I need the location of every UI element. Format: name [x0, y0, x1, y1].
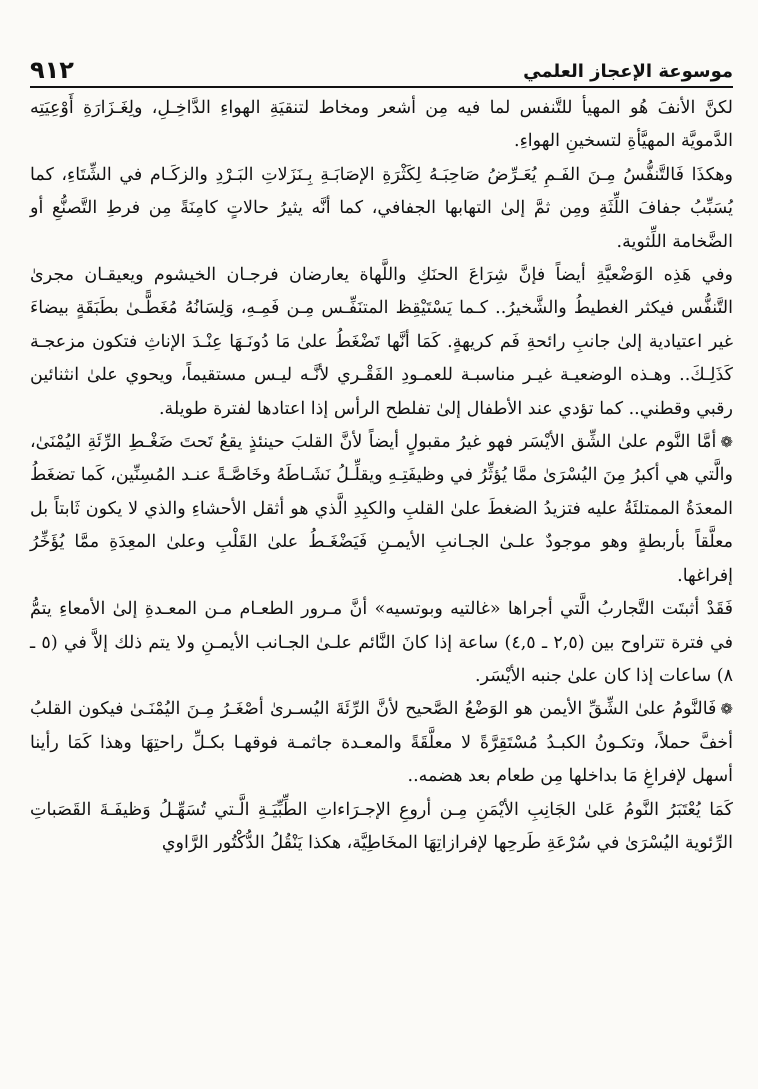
paragraph-text: لكنَّ الأنفَ هُو المهيأ للتَّنفس لما فيه مِن أشعر ومخاط لتنقيَةِ الهواءِ الدَّاخِـلِ، ولِغَـزَارَةِ أَوْعِيَتِه الدَّمويَّة المهيَّأةِ لتسخينِ الهواءِ.: [30, 98, 733, 152]
flower-ornament-icon: ❁: [720, 433, 733, 452]
flower-ornament-icon: ❁: [720, 700, 733, 719]
paragraph-text: فَقَدْ أثبتَت التَّجاربُ الَّتي أجراها «غالتيه وبوتسيه» أنَّ مـرور الطعـام مـن المعـدةِ إلىٰ الأمعاءِ يتمُّ في فترة تتراوح بين (٢,٥ ـ ٤,٥) ساعة إذا كانَ النَّائم علـىٰ الجـانب الأيمـنِ ولا يتم ذلك إلاَّ في (٥ ـ ٨) ساعات إذا كان علىٰ جنبه الأيْسَر.: [30, 599, 733, 686]
page-header: [30, 52, 733, 88]
page-body: [30, 92, 733, 860]
page-number: ٩١٢: [30, 56, 74, 84]
paragraph-text: أمَّا النَّوم علىٰ الشِّق الأيْسَر فهو غيرُ مقبولٍ أيضاً لأنَّ القلبَ حينئذٍ يقعُ تَحتَ ضَغْـطِ الرِّئَةِ اليُمْنَىٰ، والَّتي هي أكبرُ مِنَ اليُسْرَىٰ ممَّا يُؤثِّرُ في وظيفَتِـهِ ويقلِّـلُ نَشَـاطَهُ وخَاصَّـةً عنـد المُسِنِّين، كَما تضغَطُ المعدَةُ الممتلئَةُ عليه فتزيدُ الضغطَ علىٰ القلبِ والكبِدِ الَّذي هو أثقل الأحشاءِ والذي لا يكون ثَابتاً بل معلَّقاً بأربطةٍ وهو موجودٌ علـىٰ الجـانبِ الأيمـنِ فَيَضْغَـطُ علىٰ القَلْبِ وعلىٰ المعِدَةِ ممَّا يُؤَخِّرُ إفراغها.: [30, 432, 733, 586]
paragraph: [30, 259, 733, 426]
paragraph: [30, 593, 733, 693]
paragraph: [30, 426, 733, 593]
paragraph-text: وهكذَا فَالتَّنفُّسُ مِـنَ الفَـمِ يُعَـرِّضُ صَاحِبَـهُ لِكَثْرَةِ الإصَابَـةِ بِـنَزَلاتِ البَـرْدِ والزكَـام في الشِّتَاءِ، كما يُسَبِّبُ جفافَ اللِّثَةِ ومِن ثمَّ إلىٰ التهابها الجفافي، كما أنَّه يثيرُ حالاتٍ كامِنَةً مِن فرطِ التَّصنُّعِ أو الضَّخامة اللِّثوية.: [30, 164, 733, 252]
running-title: موسوعة الإعجاز العلمي: [523, 61, 733, 82]
paragraph: [30, 159, 733, 259]
paragraph-text: كَمَا يُعْتَبَرُ النَّومُ عَلىٰ الجَانِبِ الأيْمَنِ مِـن أروعِ الإجـرَاءاتِ الطِّبِّيَـةِ الَّـتي تُسَهِّـلُ وَظيفَـةَ القَصَباتِ الرِّئوية اليُسْرَىٰ في سُرْعَةِ طَرحِها لإفرازاتِهَا المخَاطِيَّة، هكذا يَنْقُلُ الدُّكْتُور الرَّاوي: [30, 799, 733, 853]
paragraph: [30, 92, 733, 159]
paragraph: [30, 693, 733, 793]
paragraph: [30, 794, 733, 861]
paragraph-text: وفي هَذِه الوَضْعيَّةِ أيضاً فإنَّ شِرَاعَ الحنَكِ واللَّهاة يعارضان فرجـان الخيشوم ويعيقـان مجرىٰ التَّنفُّس فيكثر الغطيطُ والشَّخيرُ.. كـما يَسْتَيْقِظ المتنَفِّـس مِـن فَمِـهِ، وَلِسَانُهُ مُغَطًّـىٰ بطَبَقَةٍ بيضاءَ غير اعتيادية إلىٰ جانبِ رائحةِ فَم كريهةٍ. كَمَا أنَّها تَضْغَطُ علىٰ مَا دُونَـهَا عِنْـدَ الإناثِ فتكون مزعجـة كَذَلِـكَ.. وهـذه الوضعيـة غيـر مناسبـة للعمـودِ الفَقْـري لأنَّـه ليـس مستقيماً، ويحوي علىٰ انثنائين رقبي وقطني.. كما تؤدي عند الأطفال إلىٰ تفلطح الرأس إذا اعتادها لفترة طويلة.: [30, 265, 733, 419]
paragraph-text: فَالنَّومُ علىٰ الشِّقِّ الأيمن هو الوَضْعُ الصَّحيح لأنَّ الرِّئَةَ اليُسـرىٰ أصْغَـرُ مِـنَ اليُمْنَـىٰ فيكون القلبُ أخفَّ حملاً، وتكـونُ الكبـدُ مُسْتَقِرَّةً لا معلَّقَةً والمعـدة جاثمـة فوقهـا بكـلِّ راحتِهَا وهذا كَمَا رأينا أسهل لإفراغِ مَا بداخلها مِن طعام بعد هضمه..: [30, 699, 733, 787]
